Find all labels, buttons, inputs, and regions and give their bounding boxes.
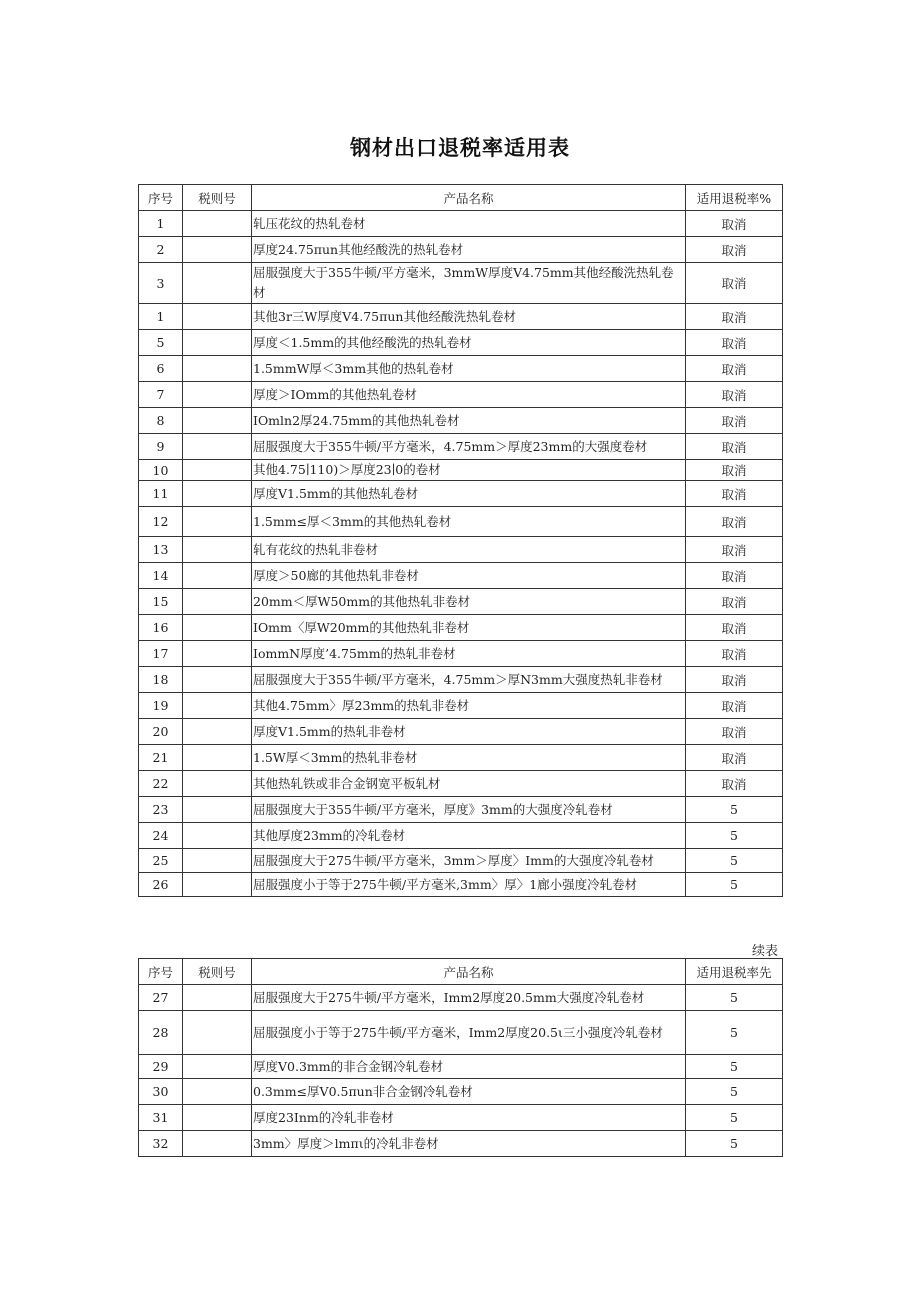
table-row xyxy=(139,1105,783,1131)
cell-seq: 28 xyxy=(139,1011,183,1055)
table-row xyxy=(139,434,783,460)
cell-seq: 17 xyxy=(139,641,183,667)
cell-tax-code xyxy=(183,745,252,771)
cell-product-name: IOmm〈厚W20mm的其他热轧非卷材 xyxy=(252,615,686,641)
cell-seq: 26 xyxy=(139,873,183,897)
cell-tax-code xyxy=(183,1105,252,1131)
cell-tax-code xyxy=(183,330,252,356)
document-title: 钢材出口退税率适用表 xyxy=(350,136,570,160)
cell-seq: 27 xyxy=(139,985,183,1011)
header-product-name: 产品名称 xyxy=(252,959,686,985)
tax-rate-table-continued xyxy=(138,958,783,1157)
cell-tax-code xyxy=(183,719,252,745)
cell-seq: 9 xyxy=(139,434,183,460)
cell-seq: 10 xyxy=(139,460,183,481)
cell-product-name: 厚度＞IOmm的其他热轧卷材 xyxy=(252,382,686,408)
table-row xyxy=(139,408,783,434)
cell-tax-code xyxy=(183,1011,252,1055)
cell-product-name: 屈服强度小于等于275牛顿/平方毫米,3mm〉厚〉1廊小强度冷轧卷材 xyxy=(252,873,686,897)
cell-product-name: 屈服强度小于等于275牛顿/平方毫米，Imm2厚度20.5ι三小强度冷轧卷材 xyxy=(252,1011,686,1055)
header-seq: 序号 xyxy=(139,959,183,985)
table-row xyxy=(139,382,783,408)
cell-tax-code xyxy=(183,263,252,304)
cell-rate: 5 xyxy=(686,823,783,849)
cell-rate: 5 xyxy=(686,1131,783,1157)
cell-tax-code xyxy=(183,849,252,873)
cell-seq: 18 xyxy=(139,667,183,693)
table-row xyxy=(139,641,783,667)
cell-seq: 8 xyxy=(139,408,183,434)
cell-product-name: 厚度＞50廊的其他热轧非卷材 xyxy=(252,563,686,589)
cell-product-name: 厚度＜1.5mm的其他经酸洗的热轧卷材 xyxy=(252,330,686,356)
table-row xyxy=(139,460,783,481)
cell-tax-code xyxy=(183,460,252,481)
cell-rate: 取消 xyxy=(686,330,783,356)
cell-rate: 取消 xyxy=(686,667,783,693)
header-tax-code: 税则号 xyxy=(183,185,252,211)
cell-seq: 29 xyxy=(139,1055,183,1079)
tax-rate-table xyxy=(138,184,783,897)
cell-seq: 25 xyxy=(139,849,183,873)
cell-product-name: 其他厚度23mm的冷轧卷材 xyxy=(252,823,686,849)
cell-tax-code xyxy=(183,985,252,1011)
table-row xyxy=(139,1011,783,1055)
cell-product-name: 轧有花纹的热轧非卷材 xyxy=(252,537,686,563)
cell-rate: 5 xyxy=(686,873,783,897)
cell-seq: 5 xyxy=(139,330,183,356)
cell-product-name: IommN厚度’4.75mm的热轧非卷材 xyxy=(252,641,686,667)
table-row xyxy=(139,1079,783,1105)
cell-product-name: 轧压花纹的热轧卷材 xyxy=(252,211,686,237)
cell-rate: 取消 xyxy=(686,460,783,481)
cell-seq: 21 xyxy=(139,745,183,771)
cell-product-name: 3mm〉厚度＞lmπι的冷轧非卷材 xyxy=(252,1131,686,1157)
table-row xyxy=(139,211,783,237)
cell-tax-code xyxy=(183,797,252,823)
table-row xyxy=(139,693,783,719)
cell-product-name: 屈服强度大于355牛顿/平方毫米，4.75mm＞厚度23mm的大强度卷材 xyxy=(252,434,686,460)
cell-tax-code xyxy=(183,382,252,408)
cell-product-name: 20mm＜厚W50mm的其他热轧非卷材 xyxy=(252,589,686,615)
cell-product-name: 1.5mmW厚＜3mm其他的热轧卷材 xyxy=(252,356,686,382)
cell-tax-code xyxy=(183,641,252,667)
table-row xyxy=(139,263,783,304)
header-rate: 适用退税率先 xyxy=(686,959,783,985)
cell-rate: 5 xyxy=(686,1011,783,1055)
cell-rate: 取消 xyxy=(686,304,783,330)
cell-tax-code xyxy=(183,211,252,237)
cell-seq: 16 xyxy=(139,615,183,641)
cell-rate: 取消 xyxy=(686,641,783,667)
cell-seq: 15 xyxy=(139,589,183,615)
cell-seq: 3 xyxy=(139,263,183,304)
cell-rate: 取消 xyxy=(686,408,783,434)
header-seq: 序号 xyxy=(139,185,183,211)
header-product-name: 产品名称 xyxy=(252,185,686,211)
cell-tax-code xyxy=(183,408,252,434)
continued-label: 续表 xyxy=(752,944,779,959)
cell-tax-code xyxy=(183,563,252,589)
cell-seq: 14 xyxy=(139,563,183,589)
cell-rate: 取消 xyxy=(686,589,783,615)
cell-tax-code xyxy=(183,873,252,897)
table-row xyxy=(139,745,783,771)
cell-tax-code xyxy=(183,667,252,693)
cell-rate: 取消 xyxy=(686,537,783,563)
table-row xyxy=(139,771,783,797)
table-header-row xyxy=(139,959,783,985)
cell-product-name: 其他4.75mm〉厚23mm的热轧非卷材 xyxy=(252,693,686,719)
cell-rate: 5 xyxy=(686,849,783,873)
cell-seq: 1 xyxy=(139,211,183,237)
cell-seq: 22 xyxy=(139,771,183,797)
cell-product-name: 屈服强度大于275牛顿/平方毫米，3mm＞厚度〉Imm的大强度冷轧卷材 xyxy=(252,849,686,873)
cell-rate: 5 xyxy=(686,985,783,1011)
cell-seq: 12 xyxy=(139,507,183,537)
cell-tax-code xyxy=(183,1131,252,1157)
cell-tax-code xyxy=(183,237,252,263)
cell-tax-code xyxy=(183,823,252,849)
cell-rate: 5 xyxy=(686,1079,783,1105)
cell-rate: 取消 xyxy=(686,719,783,745)
table-row xyxy=(139,823,783,849)
cell-product-name: 屈服强度大于275牛顿/平方毫米，Imm2厚度20.5mm大强度冷轧卷材 xyxy=(252,985,686,1011)
cell-product-name: 厚度23Inm的冷轧非卷材 xyxy=(252,1105,686,1131)
cell-rate: 5 xyxy=(686,1055,783,1079)
cell-product-name: 0.3mm≤厚V0.5πun非合金钢冷轧卷材 xyxy=(252,1079,686,1105)
table-row xyxy=(139,304,783,330)
cell-rate: 5 xyxy=(686,797,783,823)
cell-rate: 取消 xyxy=(686,237,783,263)
cell-product-name: 其他3r三W厚度V4.75πun其他经酸洗热轧卷材 xyxy=(252,304,686,330)
cell-rate: 取消 xyxy=(686,507,783,537)
table-row xyxy=(139,667,783,693)
cell-rate: 取消 xyxy=(686,693,783,719)
table-row xyxy=(139,563,783,589)
cell-tax-code xyxy=(183,1079,252,1105)
cell-tax-code xyxy=(183,434,252,460)
cell-seq: 20 xyxy=(139,719,183,745)
header-rate: 适用退税率% xyxy=(686,185,783,211)
cell-seq: 2 xyxy=(139,237,183,263)
cell-rate: 取消 xyxy=(686,481,783,507)
table-row xyxy=(139,237,783,263)
table-row xyxy=(139,507,783,537)
table-row xyxy=(139,797,783,823)
cell-tax-code xyxy=(183,481,252,507)
cell-tax-code xyxy=(183,615,252,641)
cell-seq: 24 xyxy=(139,823,183,849)
cell-seq: 13 xyxy=(139,537,183,563)
cell-seq: 7 xyxy=(139,382,183,408)
cell-tax-code xyxy=(183,771,252,797)
cell-rate: 取消 xyxy=(686,615,783,641)
cell-product-name: 1.5W厚＜3mm的热轧非卷材 xyxy=(252,745,686,771)
cell-tax-code xyxy=(183,537,252,563)
cell-product-name: IOmln2厚24.75mm的其他热轧卷材 xyxy=(252,408,686,434)
cell-seq: 6 xyxy=(139,356,183,382)
cell-seq: 23 xyxy=(139,797,183,823)
table-row xyxy=(139,1055,783,1079)
cell-rate: 取消 xyxy=(686,356,783,382)
cell-tax-code xyxy=(183,693,252,719)
cell-rate: 取消 xyxy=(686,745,783,771)
cell-product-name: 屈服强度大于355牛顿/平方毫米，3mmW厚度V4.75mm其他经酸洗热轧卷材 xyxy=(252,263,686,304)
cell-seq: 1 xyxy=(139,304,183,330)
cell-tax-code xyxy=(183,356,252,382)
cell-tax-code xyxy=(183,507,252,537)
cell-product-name: 厚度V1.5mm的其他热轧卷材 xyxy=(252,481,686,507)
table-row xyxy=(139,481,783,507)
cell-product-name: 屈服强度大于355牛顿/平方毫米，4.75mm＞厚N3mm大强度热轧非卷材 xyxy=(252,667,686,693)
cell-rate: 取消 xyxy=(686,263,783,304)
cell-rate: 取消 xyxy=(686,771,783,797)
table-row xyxy=(139,330,783,356)
cell-product-name: 其他4.75∣110)＞厚度23∣0的卷材 xyxy=(252,460,686,481)
table-row xyxy=(139,719,783,745)
cell-tax-code xyxy=(183,589,252,615)
cell-tax-code xyxy=(183,1055,252,1079)
table-row xyxy=(139,537,783,563)
cell-product-name: 屈服强度大于355牛顿/平方毫米，厚度》3mm的大强度冷轧卷材 xyxy=(252,797,686,823)
cell-tax-code xyxy=(183,304,252,330)
cell-seq: 30 xyxy=(139,1079,183,1105)
cell-product-name: 厚度V1.5mm的热轧非卷材 xyxy=(252,719,686,745)
cell-product-name: 厚度24.75πun其他经酸洗的热轧卷材 xyxy=(252,237,686,263)
table-row xyxy=(139,589,783,615)
cell-seq: 31 xyxy=(139,1105,183,1131)
cell-rate: 取消 xyxy=(686,563,783,589)
cell-product-name: 其他热轧铁或非合金钢宽平板轧材 xyxy=(252,771,686,797)
table-row xyxy=(139,985,783,1011)
cell-product-name: 厚度V0.3mm的非合金钢冷轧卷材 xyxy=(252,1055,686,1079)
cell-rate: 取消 xyxy=(686,434,783,460)
cell-product-name: 1.5mm≤厚＜3mm的其他热轧卷材 xyxy=(252,507,686,537)
cell-seq: 11 xyxy=(139,481,183,507)
header-tax-code: 税则号 xyxy=(183,959,252,985)
table-row xyxy=(139,1131,783,1157)
table-row xyxy=(139,356,783,382)
table-row xyxy=(139,849,783,873)
table-row xyxy=(139,615,783,641)
cell-rate: 5 xyxy=(686,1105,783,1131)
table-header-row xyxy=(139,185,783,211)
table-row xyxy=(139,873,783,897)
cell-seq: 19 xyxy=(139,693,183,719)
cell-seq: 32 xyxy=(139,1131,183,1157)
cell-rate: 取消 xyxy=(686,211,783,237)
cell-rate: 取消 xyxy=(686,382,783,408)
